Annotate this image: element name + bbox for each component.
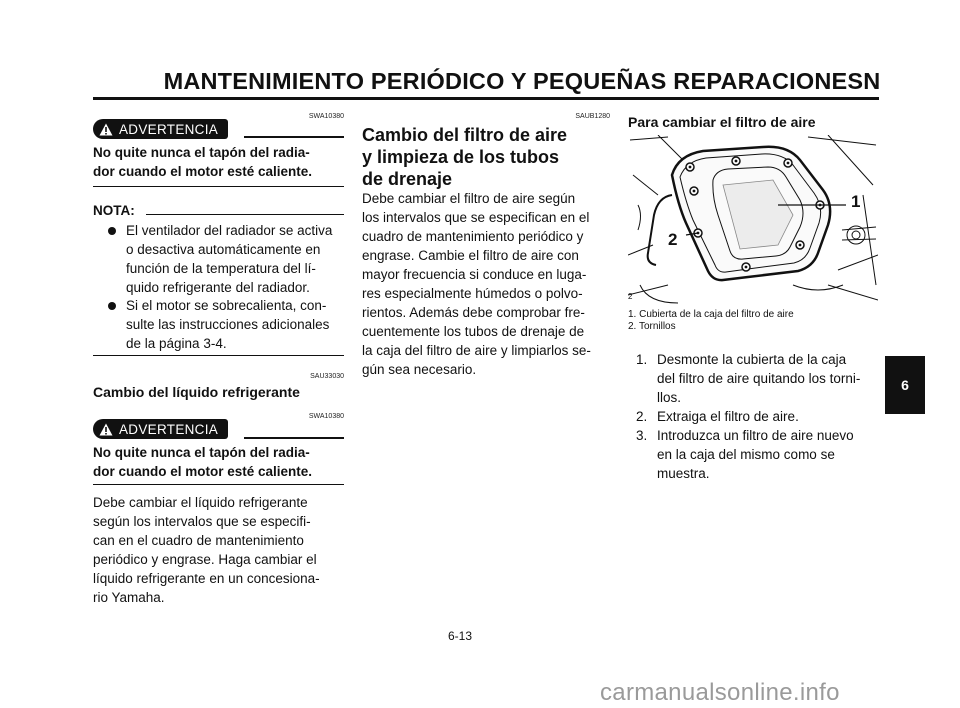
bullet-icon xyxy=(108,227,116,235)
step-text: Extraiga el filtro de aire. xyxy=(657,409,799,424)
watermark: carmanualsonline.info xyxy=(600,679,840,706)
warning-text xyxy=(93,143,345,181)
warning-badge-label: ADVERTENCIA xyxy=(119,421,219,437)
nota-rule xyxy=(146,214,344,215)
step-number: 3. xyxy=(636,428,648,443)
nota-bullet: Si el motor se sobrecalienta, con- sulte las instrucciones adicionales de la página 3-4. xyxy=(126,298,330,351)
callout-2: 2 xyxy=(668,230,678,249)
header-rule xyxy=(93,97,879,100)
nota-bullet: El ventilador del radiador se activa o desactiva automáticamente en función de la temperatura del lí- quido refrigerante del radiador. xyxy=(126,223,333,295)
warning-text xyxy=(93,443,345,481)
filter-body: Debe cambiar el filtro de aire según los intervalos que se especifican en el cuadro de mantenimiento periódico y engrase. Cambie el filtro de aire con mayor frecuencia si conduce en luga- res especialmente húmedos o polvo- rientos. Además debe comprobar fre- cuentemente los tubos de drenaje de la caja del filtro de aire y limpiarlos se- gún sea necesario. xyxy=(362,191,591,377)
section-code: SAUB1280 xyxy=(575,113,610,120)
air-filter-illustration xyxy=(628,135,878,305)
warning-badge xyxy=(93,119,228,141)
badge-rule xyxy=(244,136,344,138)
section-title: Cambio del filtro de aire y limpieza de los tubos de drenaje xyxy=(362,125,568,189)
bullet-icon xyxy=(108,302,116,310)
warning-line: No quite nunca el tapón del radia- xyxy=(93,445,310,460)
figure-caption: 1. Cubierta de la caja del filtro de aire 2. Tornillos xyxy=(628,309,794,332)
badge-rule xyxy=(244,437,344,439)
step-text: Desmonte la cubierta de la caja del filtro de aire quitando los torni- llos. xyxy=(657,352,861,405)
warning-code: SWA10380 xyxy=(308,413,344,420)
air-filter-drawing xyxy=(628,135,878,305)
callout-1: 1 xyxy=(851,192,861,211)
warning-code: SWA10380 xyxy=(308,113,344,120)
figure-corner-mark: 2 xyxy=(628,292,633,301)
step-number: 1. xyxy=(636,352,648,367)
warning-badge xyxy=(93,419,228,441)
warning-line: No quite nunca el tapón del radia- xyxy=(93,145,310,160)
divider xyxy=(93,186,344,187)
coolant-body: Debe cambiar el líquido refrigerante según los intervalos que se especifi- can en el cuadro de mantenimiento periódico y engrase. Haga cambiar el líquido refrigerante en un concesiona- rio Yamaha. xyxy=(93,495,320,605)
page-header: MANTENIMIENTO PERIÓDICO Y PEQUEÑAS REPARACIONESN xyxy=(163,68,881,94)
step-number: 2. xyxy=(636,409,648,424)
chapter-tab: 6 xyxy=(885,356,925,414)
nota-label: NOTA: xyxy=(93,203,135,218)
page-number: 6-13 xyxy=(447,629,473,643)
warning-line: dor cuando el motor esté caliente. xyxy=(93,464,313,479)
warning-line: dor cuando el motor esté caliente. xyxy=(93,164,313,179)
warning-triangle-icon xyxy=(99,123,113,136)
warning-triangle-icon xyxy=(99,423,113,436)
section-code: SAU33030 xyxy=(310,373,344,380)
divider xyxy=(93,484,344,485)
divider xyxy=(93,355,344,356)
section-title: Para cambiar el filtro de aire xyxy=(628,114,816,130)
warning-badge-label: ADVERTENCIA xyxy=(119,121,219,137)
section-title: Cambio del líquido refrigerante xyxy=(93,384,300,400)
step-text: Introduzca un filtro de aire nuevo en la caja del mismo como se muestra. xyxy=(657,428,854,481)
